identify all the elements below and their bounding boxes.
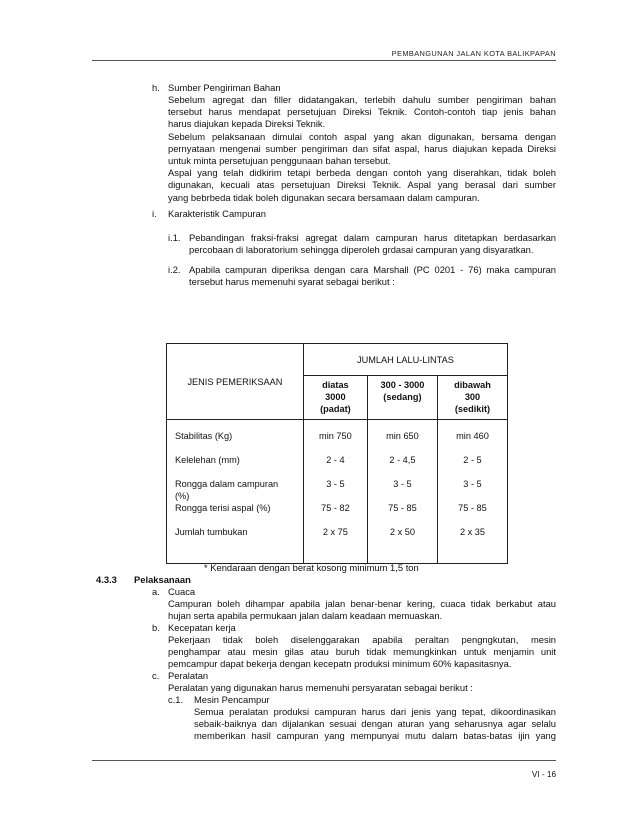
item-i2-body: [189, 264, 556, 288]
group-header: [303, 344, 507, 376]
sub-header-line: diatas: [322, 380, 349, 390]
value-cell: min 650: [386, 431, 419, 441]
values-padat: [303, 420, 367, 564]
value-cell: [438, 442, 507, 454]
section-h-line: digunakan, kecuali atas persetujuan Direksi Teknik. Aspal yang berasal dari sumber: [168, 179, 556, 191]
item-b-line: penghampar atau mesin gilas atau buruh tidak memungkinkan untuk menjamin unit: [168, 646, 556, 658]
section-h-label: h.: [152, 82, 160, 93]
item-a-line: hujan serta apabila permukaan jalan dalam keadaan memuaskan.: [168, 610, 443, 622]
row-labels-cell: [167, 420, 304, 564]
item-a-body: [168, 598, 556, 622]
value-cell: [368, 490, 437, 502]
section-h-line: pernyataan mengenai sumber pengiriman dan sifat aspal, harus diajukan kepada Direksi: [168, 142, 556, 154]
value-cell: [304, 442, 367, 454]
row-label: [175, 466, 303, 478]
item-i2-line: tersebut harus memenuhi syarat sebagai berikut :: [189, 276, 395, 288]
section-h-line: tersebut harus mendapat persetujuan Direksi Teknik. Contoh-contoh tiap jenis bahan: [168, 106, 556, 118]
item-i2-line: Apabila campuran diperiksa dengan cara Marshall (PC 0201 - 76) maka campuran: [189, 264, 556, 275]
item-a-title: Cuaca: [168, 586, 196, 597]
item-c1-label: c.1.: [168, 694, 184, 705]
row-label: [175, 442, 303, 454]
item-b-title: Kecepatan kerja: [168, 622, 236, 633]
value-cell: 3 - 5: [463, 479, 482, 489]
section-h-body: [168, 94, 556, 204]
item-a-label: a.: [152, 586, 160, 597]
item-b-line: pemcampur dapat bekerja dengan kecepatn produksi minimum 60% kapasitasnya.: [168, 658, 512, 670]
value-cell: 2 x 75: [322, 527, 348, 537]
value-cell: [438, 514, 507, 526]
col-header-jenis: [167, 344, 304, 420]
values-sedang: [367, 420, 437, 564]
section-h-line: yang bebrbeda tidak boleh digunakan secara bersamaan dalam campuran.: [168, 191, 480, 203]
row-label: Kelelehan (mm): [175, 455, 240, 465]
section-i-label: i.: [152, 208, 157, 219]
value-cell: 3 - 5: [326, 479, 345, 489]
value-cell: 3 - 5: [393, 479, 412, 489]
value-cell: [304, 466, 367, 478]
footer-rule: [92, 760, 556, 761]
sub-header-line: dibawah: [454, 380, 491, 390]
row-label: Jumlah tumbukan: [175, 527, 248, 537]
item-i1-line: Pebandingan fraksi-fraksi agregat dalam campuran harus ditetapkan berdasarkan: [189, 232, 556, 243]
col-header-jenis-text: JENIS PEMERIKSAAN: [187, 376, 283, 387]
value-cell: [438, 466, 507, 478]
section-h-line: Sebelum pelaksanaan dimulai contoh aspal yang akan digunakan, bersama dengan: [168, 130, 556, 142]
sub-header-line: 300 - 3000: [380, 380, 425, 390]
row-label: Rongga dalam campuran: [175, 479, 279, 489]
item-i2-label: i.2.: [168, 264, 181, 275]
table-footnote: * Kendaraan dengan berat kosong minimum 1,5 ton: [204, 562, 419, 573]
value-cell: [368, 466, 437, 478]
row-label: [175, 514, 303, 526]
section-h-line: Sebelum agregat dan filler didatangakan, terlebih dahulu sumber pengiriman bahan: [168, 94, 556, 105]
page-number: VI - 16: [531, 770, 556, 779]
item-c1-title: Mesin Pencampur: [194, 694, 270, 705]
section-h-line: Aspal yang telah didkirim tetapi berbeda dengan contoh yang diserahkan, tidak boleh: [168, 167, 556, 179]
value-cell: min 750: [319, 431, 352, 441]
item-c1-line: sebaik-baiknya dan dijalankan sesuai dengan aturan yang seharusnya agar selalu: [194, 718, 556, 730]
section-i-title: Karakteristik Campuran: [168, 208, 266, 219]
item-c-title: Peralatan: [168, 670, 209, 681]
item-c1-line: Semua peralatan produksi campuran harus dari jenis yang tepat, dikoordinasikan: [194, 706, 556, 717]
sub-header-sedikit: [437, 376, 507, 420]
row-label: Rongga terisi aspal (%): [175, 503, 271, 513]
sub-header-line: (padat): [320, 404, 351, 414]
sub-header-line: (sedikit): [454, 404, 491, 414]
value-cell: 75 - 85: [458, 503, 487, 513]
row-label: (%): [175, 491, 190, 501]
value-cell: [304, 514, 367, 526]
sub-header-line: (sedang): [383, 392, 422, 402]
item-i1-body: [189, 232, 556, 256]
item-a-line: Campuran boleh dihampar apabila jalan benar-benar kering, cuaca tidak berkabut atau: [168, 598, 556, 609]
sub-header-line: 300: [464, 392, 481, 402]
section-433-title: Pelaksanaan: [134, 574, 191, 585]
header-rule: [92, 60, 556, 61]
item-c-label: c.: [152, 670, 160, 681]
value-cell: 75 - 82: [321, 503, 350, 513]
item-i1-line: percobaan di laboratorium sehingga diperoleh grdasai campuran yang disyaratkan.: [189, 244, 534, 256]
value-cell: min 460: [456, 431, 489, 441]
value-cell: 2 - 5: [463, 455, 482, 465]
sub-header-padat: [303, 376, 367, 420]
value-cell: 2 - 4,5: [389, 455, 416, 465]
item-c1-line: memberikan hasil campuran yang mempunyai mutu dalam batas-batas ijin yang: [194, 730, 556, 742]
value-cell: [368, 514, 437, 526]
sub-header-line: 3000: [325, 392, 346, 402]
row-label: Stabilitas (Kg): [175, 431, 233, 441]
item-c1-body: [194, 706, 556, 743]
value-cell: [304, 490, 367, 502]
item-i1-label: i.1.: [168, 232, 181, 243]
marshall-spec-table: [166, 343, 508, 564]
group-header-text: JUMLAH LALU-LINTAS: [357, 354, 454, 365]
value-cell: 2 - 4: [326, 455, 345, 465]
value-cell: 75 - 85: [388, 503, 417, 513]
value-cell: 2 x 35: [459, 527, 485, 537]
item-b-line: Pekerjaan tidak boleh diselenggarakan apabila peraltan pengngkutan, mesin: [168, 634, 556, 645]
value-cell: [438, 490, 507, 502]
item-b-body: [168, 634, 556, 671]
item-b-label: b.: [152, 622, 160, 633]
values-sedikit: [437, 420, 507, 564]
running-header: PEMBANGUNAN JALAN KOTA BALIKPAPAN: [391, 49, 556, 58]
sub-header-sedang: [367, 376, 437, 420]
section-h-line: untuk minta persetujuan penggunaan bahan tersebut.: [168, 155, 391, 167]
section-433-number: 4.3.3: [96, 574, 117, 585]
item-c-line: Peralatan yang digunakan harus memenuhi persyaratan sebagai berikut :: [168, 682, 473, 693]
section-h-title: Sumber Pengiriman Bahan: [168, 82, 281, 93]
value-cell: [368, 442, 437, 454]
section-h-line: harus diajukan kepada Direksi Teknik.: [168, 118, 326, 130]
value-cell: 2 x 50: [389, 527, 415, 537]
